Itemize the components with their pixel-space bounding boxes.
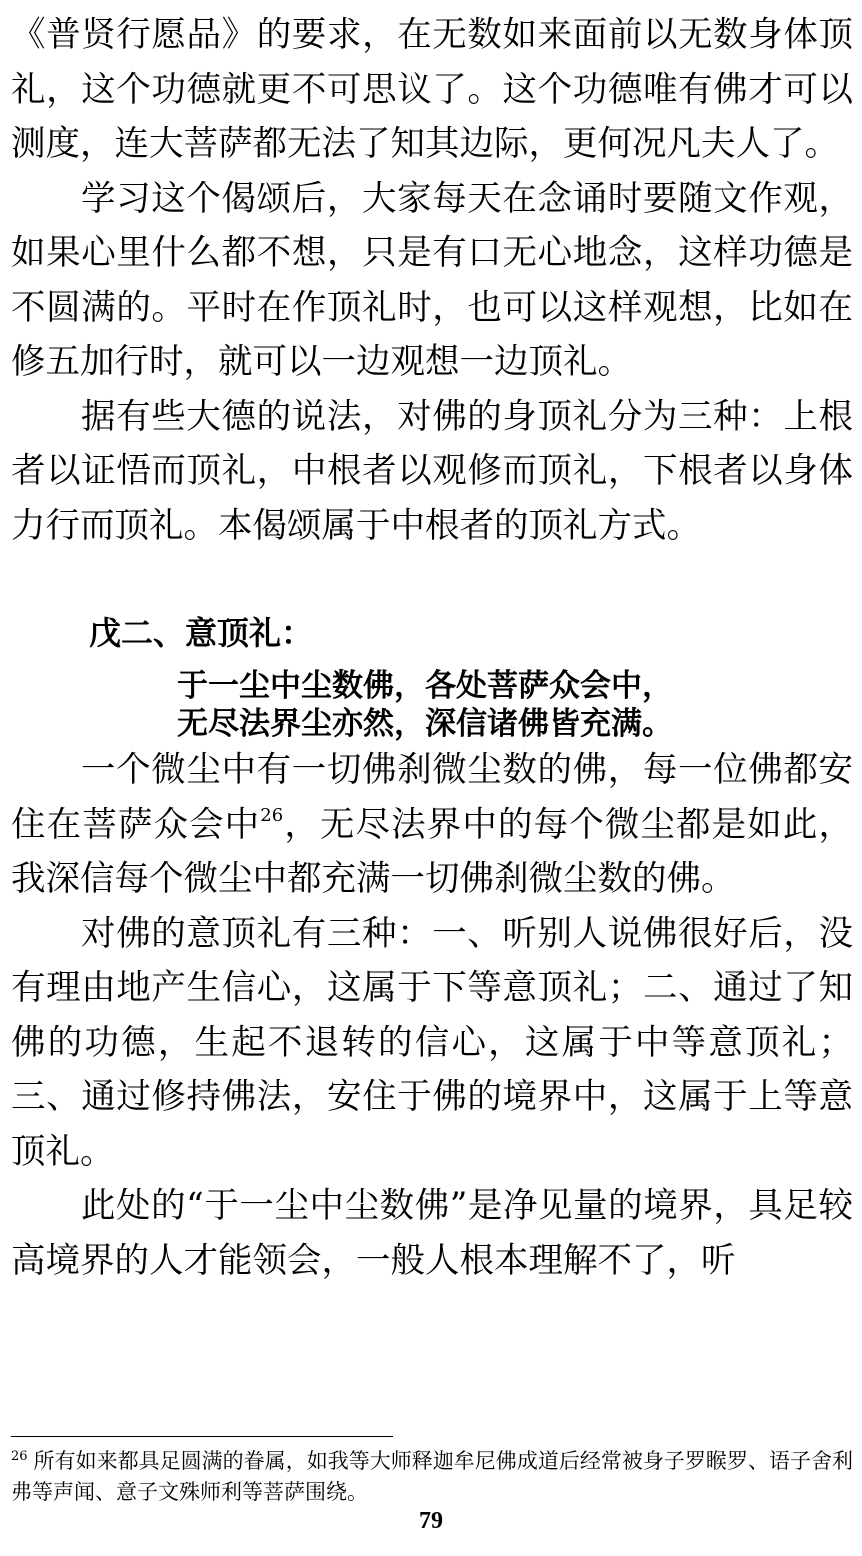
footnote-number: 26 <box>11 1449 28 1464</box>
body-text <box>11 8 853 1288</box>
paragraph-1: 《普贤行愿品》的要求，在无数如来面前以无数身体顶礼，这个功德就更不可思议了。这个功德唯有佛才可以测度，连大菩萨都无法了知其边际，更何况凡夫人了。 <box>11 15 853 164</box>
paragraph-4-before: 一个微尘中有一切佛刹微尘数的佛，每一位佛都安住在菩萨众会中 <box>11 750 853 845</box>
footnote-reference[interactable]: 26 <box>260 805 284 826</box>
verse-line-1: 于一尘中尘数佛，各处菩萨众会中， <box>177 668 673 704</box>
section-heading: 戊二、意顶礼： <box>89 614 314 652</box>
footnote <box>11 1446 853 1508</box>
paragraph-5: 对佛的意顶礼有三种：一、听别人说佛很好后，没有理由地产生信心，这属于下等意顶礼；二、通过了知佛的功德，生起不退转的信心，这属于中等意顶礼；三、通过修持佛法，安住于佛的境界中，这属于上等意顶礼。 <box>11 913 853 1172</box>
verse-line-2: 无尽法界尘亦然，深信诸佛皆充满。 <box>177 706 673 742</box>
paragraph-4-after: ，无尽法界中的每个微尘都是如此，我深信每个微尘中都充满一切佛刹微尘数的佛。 <box>11 804 854 899</box>
paragraph-2: 学习这个偈颂后，大家每天在念诵时要随文作观，如果心里什么都不想，只是有口无心地念，这样功德是不圆满的。平时在作顶礼时，也可以这样观想，比如在修五加行时，就可以一边观想一边顶礼。 <box>11 178 853 382</box>
paragraph-4 <box>11 743 853 907</box>
paragraph-6: 此处的“于一尘中尘数佛”是净见量的境界，具足较高境界的人才能领会，一般人根本理解不了，听 <box>11 1186 853 1281</box>
page-number: 79 <box>419 1508 443 1534</box>
paragraph-3: 据有些大德的说法，对佛的身顶礼分为三种：上根者以证悟而顶礼，中根者以观修而顶礼，下根者以身体力行而顶礼。本偈颂属于中根者的顶礼方式。 <box>11 396 853 546</box>
footnote-divider <box>11 1436 393 1437</box>
footnote-text: 所有如来都具足圆满的眷属，如我等大师释迦牟尼佛成道后经常被身子罗睺罗、语子舍利弗等声闻、意子文殊师利等菩萨围绕。 <box>11 1449 853 1504</box>
